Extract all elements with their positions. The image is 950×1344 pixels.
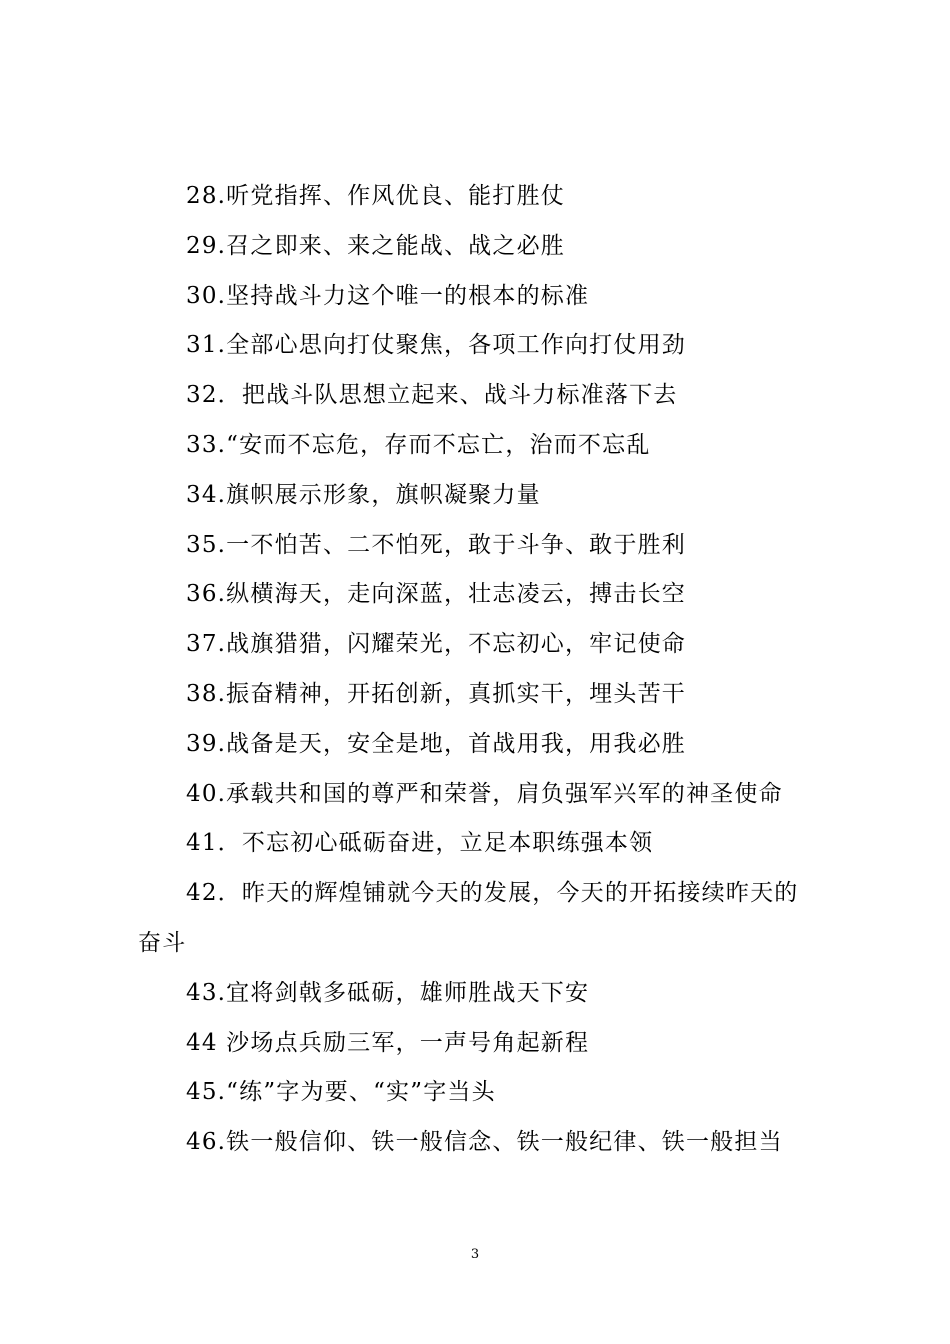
list-item: 38.振奋精神，开拓创新，真抓实干，埋头苦干 — [186, 680, 686, 707]
list-item: 41．不忘初心砥砺奋进，立足本职练强本领 — [186, 830, 654, 857]
list-item: 44 沙场点兵励三军，一声号角起新程 — [186, 1029, 590, 1056]
list-item: 36.纵横海天，走向深蓝，壮志凌云，搏击长空 — [186, 581, 686, 608]
list-item: 34.旗帜展示形象，旗帜凝聚力量 — [186, 481, 541, 508]
page-number: 3 — [470, 1247, 480, 1262]
list-item: 43.宜将剑戟多砥砺，雄师胜战天下安 — [186, 979, 590, 1006]
list-item: 46.铁一般信仰、铁一般信念、铁一般纪律、铁一般担当 — [186, 1129, 783, 1156]
list-item: 45.“练”字为要、“实”字当头 — [186, 1079, 496, 1106]
list-item: 29.召之即来、来之能战、战之必胜 — [186, 232, 565, 259]
list-item: 32．把战斗队思想立起来、战斗力标准落下去 — [186, 382, 678, 409]
list-item: 35.一不怕苦、二不怕死，敢于斗争、敢于胜利 — [186, 531, 686, 558]
list-item: 42．昨天的辉煌铺就今天的发展，今天的开拓接续昨天的奋斗 — [138, 880, 799, 956]
list-item: 39.战备是天，安全是地，首战用我，用我必胜 — [186, 730, 686, 757]
list-item: 28.听党指挥、作风优良、能打胜仗 — [186, 183, 565, 209]
list-item: 37.战旗猎猎，闪耀荣光，不忘初心，牢记使命 — [186, 631, 686, 658]
slogan-list — [138, 172, 818, 1168]
list-item: 30.坚持战斗力这个唯一的根本的标准 — [186, 282, 590, 309]
list-item: 40.承载共和国的尊严和荣誉，肩负强军兴军的神圣使命 — [186, 780, 783, 807]
list-item: 31.全部心思向打仗聚焦，各项工作向打仗用劲 — [186, 332, 686, 359]
list-item: 33.“安而不忘危，存而不忘亡，治而不忘乱 — [186, 431, 651, 458]
